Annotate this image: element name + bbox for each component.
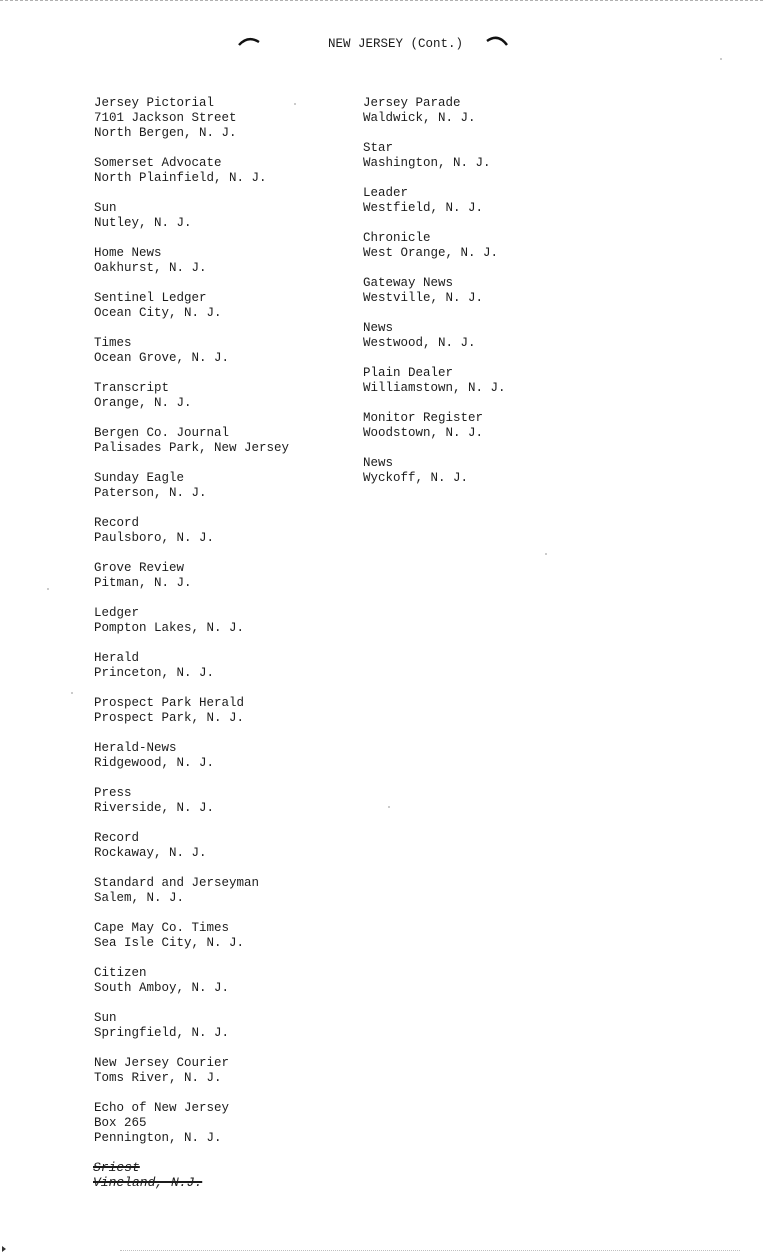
address-line: Woodstown, N. J. (363, 426, 484, 440)
directory-entry (94, 156, 289, 186)
directory-entry (94, 786, 289, 816)
publication-name: Somerset Advocate (94, 156, 222, 170)
publication-name: Grove Review (94, 561, 185, 575)
address-line: Wyckoff, N. J. (363, 471, 469, 485)
directory-entry (363, 366, 506, 396)
directory-entry (94, 966, 289, 996)
publication-name: Ledger (94, 606, 140, 620)
address-line: Oakhurst, N. J. (94, 261, 207, 275)
address-line: Ocean City, N. J. (94, 306, 222, 320)
scan-speck (388, 806, 390, 808)
directory-entry (363, 231, 506, 261)
publication-name: Record (94, 516, 140, 530)
address-line: Prospect Park, N. J. (94, 711, 245, 725)
address-line: Rockaway, N. J. (94, 846, 207, 860)
directory-entry (363, 411, 506, 441)
binder-clip-left-icon (238, 36, 260, 46)
address-line: Springfield, N. J. (94, 1026, 230, 1040)
address-line: Pennington, N. J. (94, 1131, 222, 1145)
address-line: Sea Isle City, N. J. (94, 936, 245, 950)
publication-name: Press (94, 786, 132, 800)
address-line: Paterson, N. J. (94, 486, 207, 500)
directory-entry (363, 141, 506, 171)
directory-entry (94, 831, 289, 861)
publication-name: Citizen (94, 966, 147, 980)
directory-entry (94, 1056, 289, 1086)
publication-name: Leader (363, 186, 409, 200)
publication-name: Home News (94, 246, 162, 260)
publication-name: Chronicle (363, 231, 431, 245)
directory-entry (94, 606, 289, 636)
struck-out-entry (93, 1160, 202, 1190)
publication-name: News (363, 456, 394, 470)
directory-entry (94, 561, 289, 591)
publication-name: New Jersey Courier (94, 1056, 230, 1070)
publication-name: Prospect Park Herald (94, 696, 245, 710)
address-line: Box 265 (94, 1116, 147, 1130)
directory-entry (94, 336, 289, 366)
address-line: Pompton Lakes, N. J. (94, 621, 245, 635)
publication-name: Cape May Co. Times (94, 921, 230, 935)
page-bottom-edge (120, 1250, 740, 1252)
publication-name: News (363, 321, 394, 335)
address-line: Pitman, N. J. (94, 576, 192, 590)
directory-entry (94, 651, 289, 681)
publication-name: Star (363, 141, 394, 155)
directory-entry (94, 426, 289, 456)
address-line: South Amboy, N. J. (94, 981, 230, 995)
page-title: NEW JERSEY (Cont.) (328, 37, 464, 51)
address-line: Toms River, N. J. (94, 1071, 222, 1085)
publication-name: Sunday Eagle (94, 471, 185, 485)
address-line: Westwood, N. J. (363, 336, 476, 350)
corner-mark-icon (2, 1246, 6, 1252)
scan-speck (71, 692, 73, 694)
publication-name: Sun (94, 1011, 117, 1025)
binder-clip-right-icon (486, 35, 508, 45)
address-line: West Orange, N. J. (363, 246, 499, 260)
address-line: Palisades Park, New Jersey (94, 441, 290, 455)
address-line: Ridgewood, N. J. (94, 756, 215, 770)
publication-name: Sentinel Ledger (94, 291, 207, 305)
address-line: Salem, N. J. (94, 891, 185, 905)
address-line: Orange, N. J. (94, 396, 192, 410)
right-column (363, 96, 506, 486)
address-line: Westville, N. J. (363, 291, 484, 305)
directory-entry (94, 921, 289, 951)
directory-entry (94, 516, 289, 546)
address-line: Princeton, N. J. (94, 666, 215, 680)
publication-name: Times (94, 336, 132, 350)
directory-entry (363, 276, 506, 306)
scan-speck (720, 58, 722, 60)
address-line: Riverside, N. J. (94, 801, 215, 815)
address-line: Washington, N. J. (363, 156, 491, 170)
directory-entry (94, 471, 289, 501)
address-line: Nutley, N. J. (94, 216, 192, 230)
address-line: Paulsboro, N. J. (94, 531, 215, 545)
directory-entry (363, 186, 506, 216)
publication-name: Gateway News (363, 276, 454, 290)
address-line: Westfield, N. J. (363, 201, 484, 215)
publication-name: Monitor Register (363, 411, 484, 425)
directory-entry (363, 456, 506, 486)
publication-name: Bergen Co. Journal (94, 426, 230, 440)
publication-name: Standard and Jerseyman (94, 876, 260, 890)
publication-name: Echo of New Jersey (94, 1101, 230, 1115)
directory-entry (94, 96, 289, 141)
address-line: North Bergen, N. J. (94, 126, 237, 140)
address-line: Ocean Grove, N. J. (94, 351, 230, 365)
directory-entry (94, 201, 289, 231)
publication-name: Plain Dealer (363, 366, 454, 380)
publication-name: Jersey Parade (363, 96, 461, 110)
address-line: 7101 Jackson Street (94, 111, 237, 125)
directory-entry (363, 96, 506, 126)
publication-name: Transcript (94, 381, 170, 395)
directory-entry (94, 696, 289, 726)
directory-entry (94, 246, 289, 276)
directory-entry (94, 876, 289, 906)
struck-out-line: Vineland, N.J. (93, 1175, 203, 1190)
publication-name: Jersey Pictorial (94, 96, 215, 110)
directory-entry (363, 321, 506, 351)
publication-name: Herald-News (94, 741, 177, 755)
directory-entry (94, 741, 289, 771)
publication-name: Sun (94, 201, 117, 215)
directory-entry (94, 291, 289, 321)
directory-entry (94, 381, 289, 411)
publication-name: Record (94, 831, 140, 845)
page-top-edge (0, 0, 763, 3)
scan-speck (545, 553, 547, 555)
scan-speck (47, 588, 49, 590)
scan-speck (294, 103, 296, 105)
publication-name: Herald (94, 651, 140, 665)
left-column (94, 96, 289, 1146)
struck-out-line: Sriest (93, 1160, 140, 1175)
directory-entry (94, 1011, 289, 1041)
address-line: Waldwick, N. J. (363, 111, 476, 125)
address-line: Williamstown, N. J. (363, 381, 506, 395)
directory-entry (94, 1101, 289, 1146)
address-line: North Plainfield, N. J. (94, 171, 267, 185)
